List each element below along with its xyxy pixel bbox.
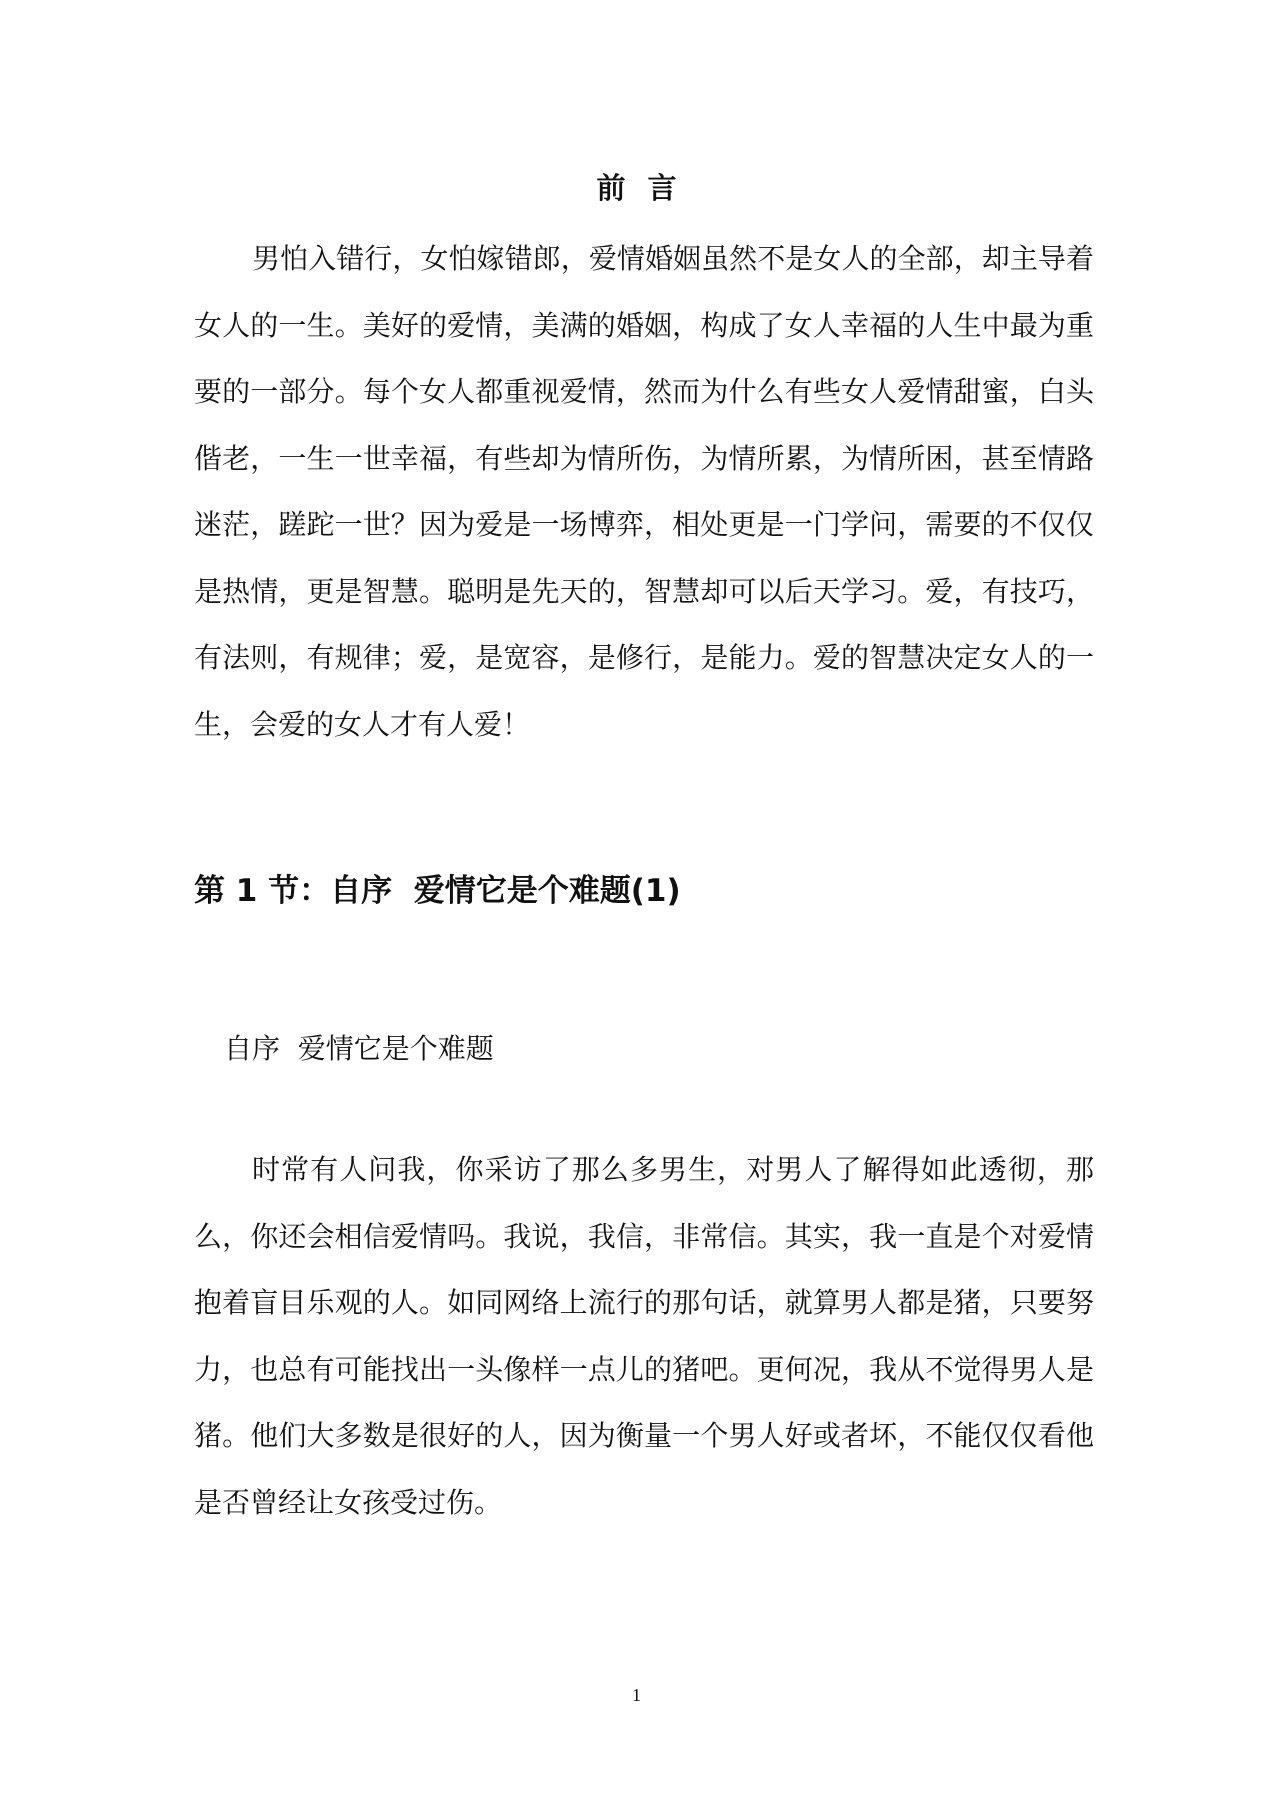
- section-subtitle: 自序 爱情它是个难题: [224, 1032, 494, 1065]
- page-number: 1: [632, 1685, 641, 1705]
- chapter-paragraph: 时常有人问我，你采访了那么多男生，对男人了解得如此透彻，那么，你还会相信爱情吗。我说，我信，非常信。其实，我一直是个对爱情抱着盲目乐观的人。如同网络上流行的那句话，就算男人都是猪，只要努力，也总有可能找出一头像样一点儿的猪吧。更何况，我从不觉得男人是猪。他们大多数是很好的人，因为衡量一个男人好或者坏，不能仅仅看他是否曾经让女孩受过伤。: [194, 1153, 1094, 1519]
- preface-paragraph: 男怕入错行，女怕嫁错郎，爱情婚姻虽然不是女人的全部，却主导着女人的一生。美好的爱情，美满的婚姻，构成了女人幸福的人生中最为重要的一部分。每个女人都重视爱情，然而为什么有些女人爱情甜蜜，白头偕老，一生一世幸福，有些却为情所伤，为情所累，为情所困，甚至情路迷茫，蹉跎一世？因为爱是一场博弈，相处更是一门学问，需要的不仅仅是热情，更是智慧。聪明是先天的，智慧却可以后天学习。爱，有技巧，有法则，有规律；爱，是宽容，是修行，是能力。爱的智慧决定女人的一生，会爱的女人才有人爱！: [194, 242, 1094, 741]
- chapter-heading: 第 1 节：自序 爱情它是个难题(1): [194, 873, 681, 909]
- preface-title: 前言: [596, 171, 699, 205]
